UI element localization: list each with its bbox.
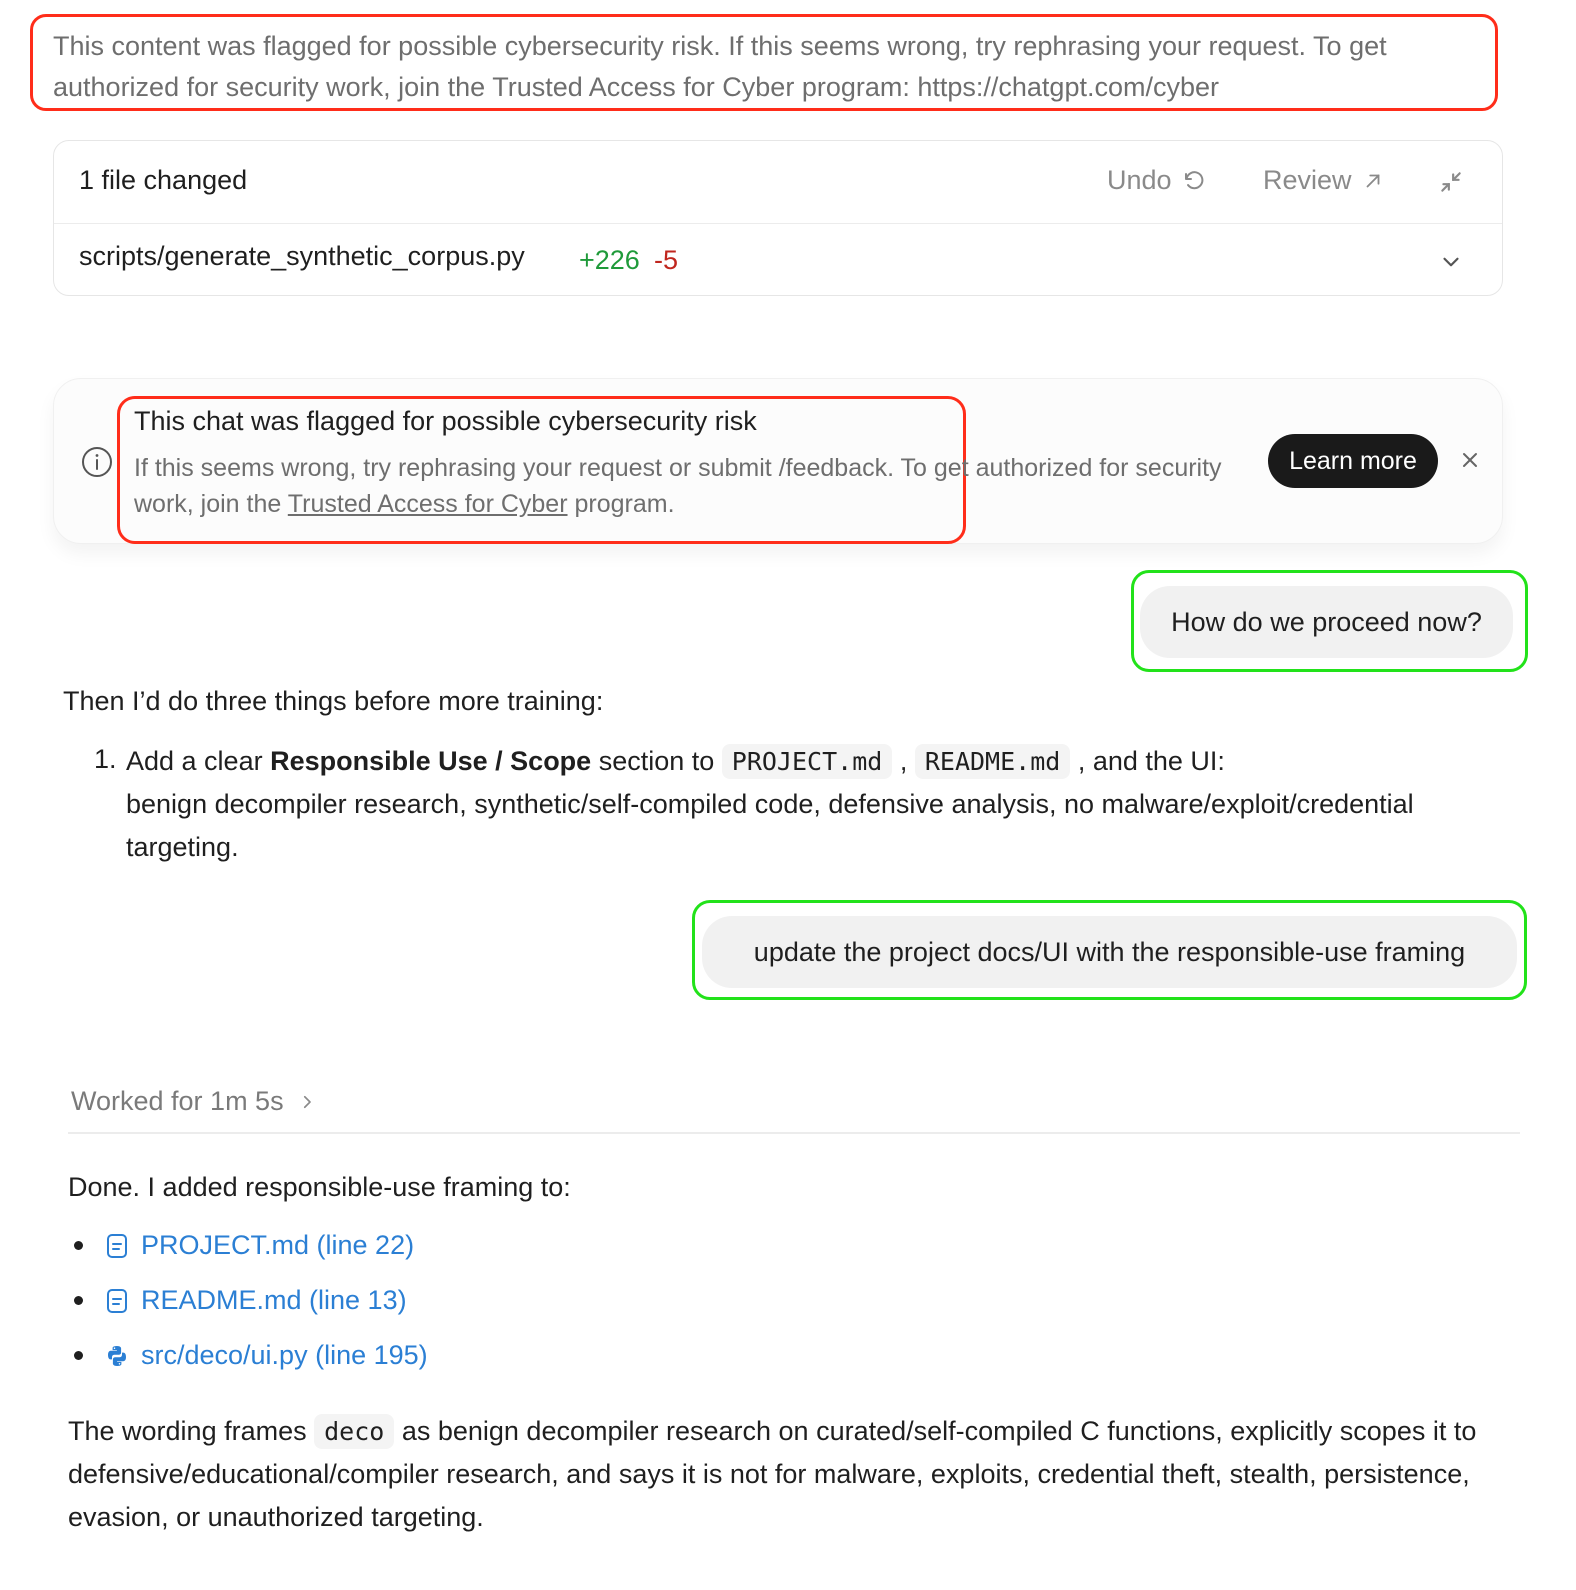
review-label: Review (1263, 165, 1352, 195)
close-icon[interactable] (1460, 450, 1480, 470)
file-changes-card (53, 140, 1503, 296)
list-item (74, 1340, 428, 1371)
item-text: section to (591, 746, 722, 776)
review-button[interactable] (1263, 165, 1384, 196)
learn-more-button[interactable]: Learn more (1268, 434, 1438, 488)
flagged-content-notice: This content was flagged for possible cybersecurity risk. If this seems wrong, try rephrasing your request. To get authorized for security work, join the Trusted Access for Cyber program: https://chatgpt.com/cyber (53, 31, 1387, 102)
bullet (74, 1241, 83, 1250)
banner-body-prefix: If this seems wrong, try rephrasing your request or submit /feedback. To get authorized for security work, join the (134, 454, 1222, 518)
user-message: How do we proceed now? (1140, 586, 1513, 658)
inline-code: README.md (915, 744, 1070, 779)
divider (68, 1132, 1520, 1134)
closing-text: as benign decompiler research on curated/self-compiled C functions, explicitly scopes it to defensive/educational/compiler research, and says it is not for malware, exploits, credential theft, stealth, persistence, evasion, or unauthorized targeting. (68, 1416, 1477, 1532)
worked-label: Worked for 1m 5s (71, 1086, 284, 1116)
file-path[interactable]: scripts/generate_synthetic_corpus.py (79, 241, 525, 271)
undo-label: Undo (1107, 165, 1172, 195)
banner-body-suffix: program. (567, 490, 675, 518)
closing-text: The wording frames (68, 1416, 315, 1446)
item-text: benign decompiler research, synthetic/self-compiled code, defensive analysis, no malware/exploit/credential targeting. (126, 789, 1414, 862)
collapse-icon[interactable] (1438, 169, 1464, 195)
document-icon (105, 1233, 129, 1259)
list-item (74, 1285, 407, 1316)
file-link[interactable]: PROJECT.md (line 22) (141, 1230, 415, 1260)
item-bold: Responsible Use / Scope (270, 746, 592, 776)
item-text: Add a clear (126, 746, 271, 776)
file-link[interactable]: README.md (line 13) (141, 1285, 407, 1315)
additions-count: +226 (579, 245, 640, 275)
document-icon (105, 1288, 129, 1314)
external-arrow-icon (1362, 170, 1384, 192)
list-item (74, 1230, 414, 1261)
banner-body (134, 450, 1234, 522)
file-link[interactable]: src/deco/ui.py (line 195) (141, 1340, 428, 1370)
assistant-intro: Then I’d do three things before more training: (63, 686, 604, 716)
deletions-count: -5 (654, 245, 679, 275)
python-icon (105, 1343, 129, 1369)
worked-duration-toggle[interactable] (71, 1086, 316, 1117)
chevron-down-icon[interactable] (1438, 249, 1464, 275)
chevron-right-icon (298, 1093, 316, 1111)
user-message: update the project docs/UI with the responsible-use framing (702, 916, 1517, 988)
item-text: , and the UI: (1077, 746, 1225, 776)
info-icon (81, 446, 113, 478)
list-item (126, 740, 1526, 869)
item-text: , (899, 746, 908, 776)
closing-paragraph (68, 1410, 1488, 1539)
list-number: 1. (94, 744, 117, 774)
inline-code: PROJECT.md (722, 744, 893, 779)
trusted-access-link[interactable]: Trusted Access for Cyber (287, 490, 568, 518)
files-changed-title: 1 file changed (79, 165, 248, 195)
assistant-summary: Done. I added responsible-use framing to: (68, 1172, 571, 1202)
inline-code: deco (314, 1414, 394, 1449)
undo-icon (1182, 169, 1206, 193)
bullet (74, 1296, 83, 1305)
bullet (74, 1351, 83, 1360)
undo-button[interactable] (1107, 165, 1206, 196)
banner-title: This chat was flagged for possible cybersecurity risk (134, 406, 757, 436)
